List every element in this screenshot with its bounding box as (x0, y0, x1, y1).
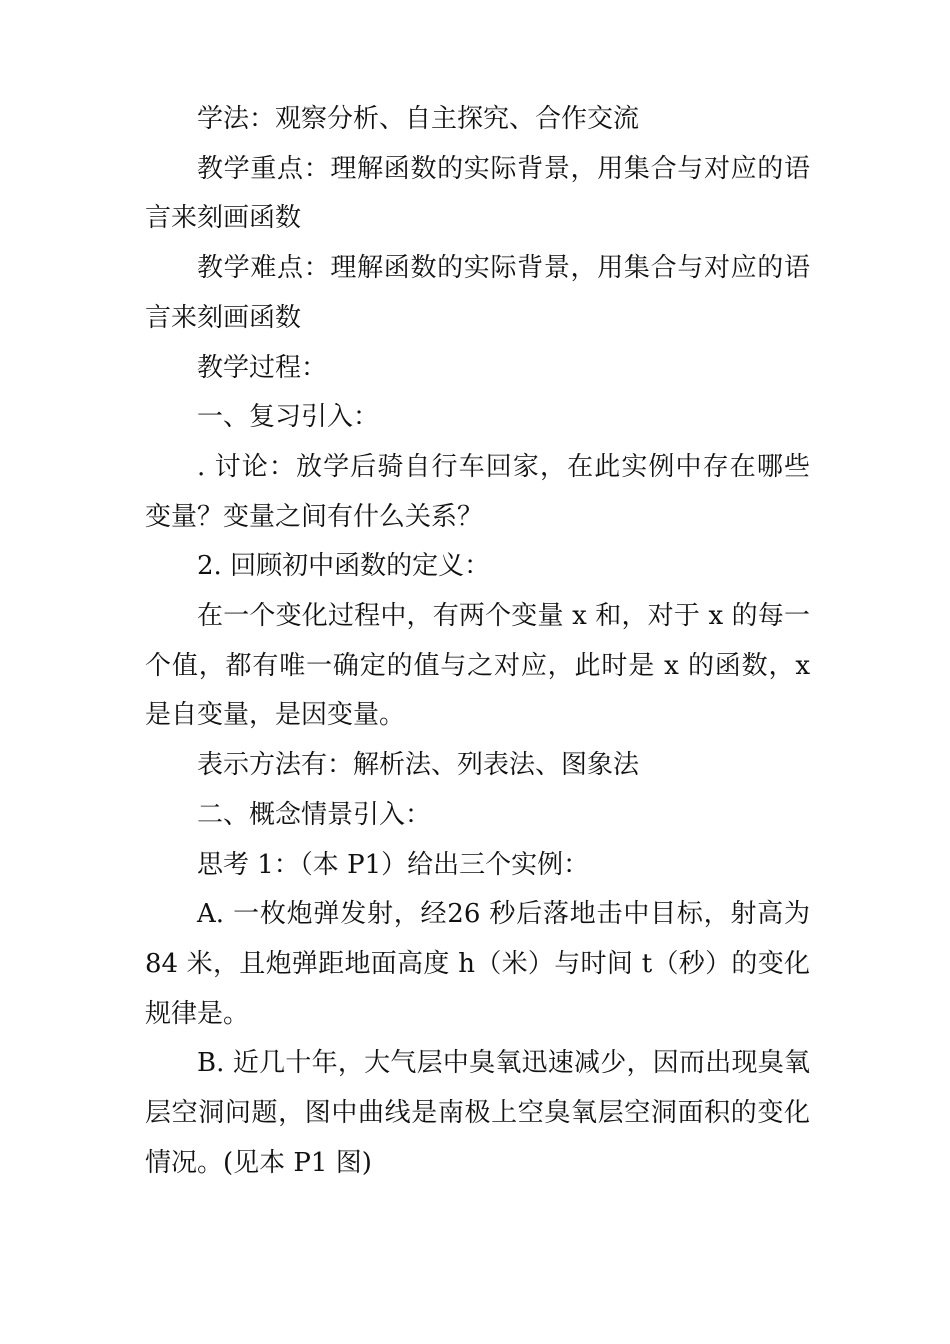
review-definition-heading: 2. 回顾初中函数的定义： (197, 551, 491, 582)
example-a-paragraph: A. 一枚炮弹发射，经26 秒后落地击中目标，射高为84 米，且炮弹距地面高度 h（米）与时间 t（秒）的变化规律是。 (145, 899, 810, 1029)
function-definition-paragraph: 在一个变化过程中，有两个变量 x 和，对于 x 的每一个值，都有唯一确定的值与之对应，此时是 x 的函数，x 是自变量，是因变量。 (145, 601, 810, 731)
section-two-heading: 二、概念情景引入： (197, 799, 432, 830)
example-b-paragraph: B. 近几十年，大气层中臭氧迅速减少，因而出现臭氧层空洞问题，图中曲线是南极上空臭氧层空洞面积的变化情况。(见本 P1 图) (145, 1048, 810, 1178)
representation-methods-paragraph: 表示方法有：解析法、列表法、图象法 (197, 750, 640, 781)
section-one-heading: 一、复习引入： (197, 402, 380, 433)
teaching-process-heading: 教学过程： (197, 352, 328, 383)
document-body (145, 95, 810, 1188)
learning-method-paragraph: 学法：观察分析、自主探究、合作交流 (197, 104, 640, 134)
teaching-key-point-paragraph: 教学重点：理解函数的实际背景，用集合与对应的语言来刻画函数 (145, 153, 810, 234)
teaching-difficulty-paragraph: 教学难点：理解函数的实际背景，用集合与对应的语言来刻画函数 (145, 253, 810, 333)
think-one-paragraph: 思考 1：（本 P1）给出三个实例： (197, 849, 590, 880)
discussion-paragraph: . 讨论：放学后骑自行车回家，在此实例中存在哪些变量？变量之间有什么关系？ (145, 451, 810, 532)
